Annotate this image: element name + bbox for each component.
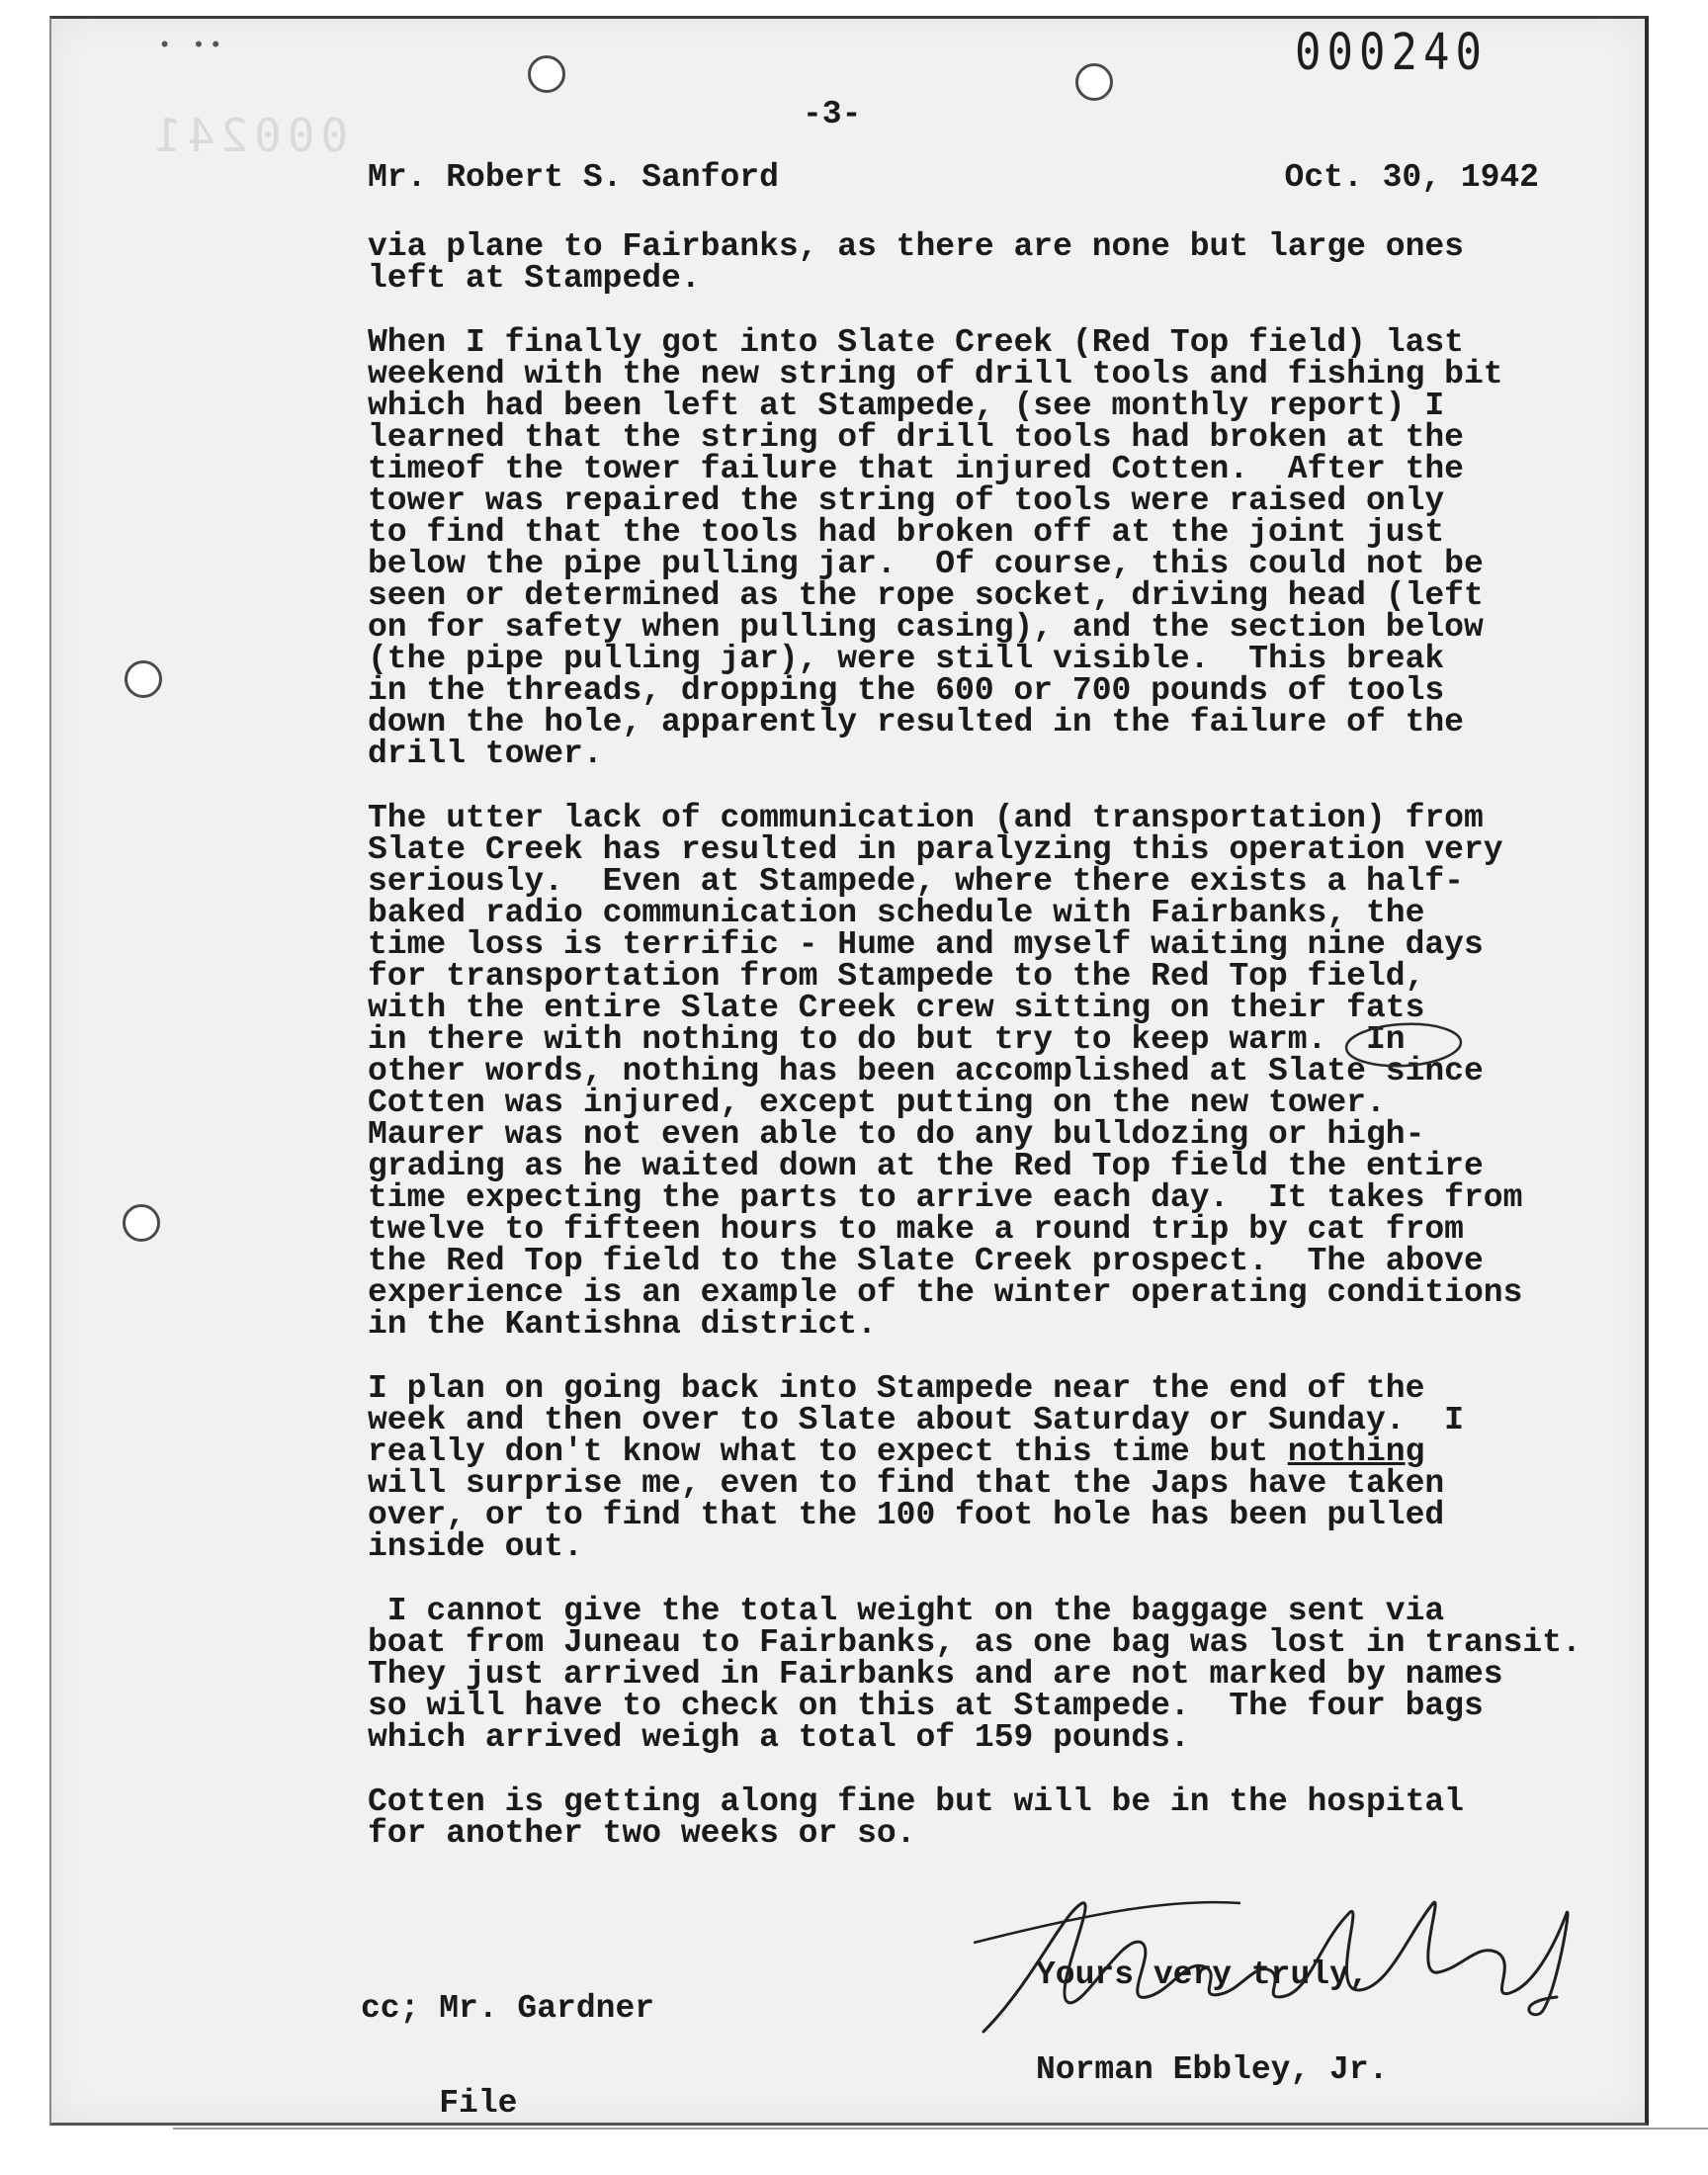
page-number: -3- [803,96,862,132]
text-line: for transportation from Stampede to the Red Top field, [368,958,1425,995]
text-line: They just arrived in Fairbanks and are not marked by names [368,1656,1503,1693]
text-line: over, or to find that the 100 foot hole has been pulled [368,1497,1445,1533]
text-line: seriously. Even at Stampede, where there exists a half- [368,863,1464,900]
body-paragraph [368,1593,1581,1756]
text-line: Cotten is getting along fine but will be in the hospital [368,1784,1464,1820]
text-line: learned that the string of drill tools had broken at the [368,419,1464,456]
text-line: I plan on going back into Stampede near the end of the [368,1370,1425,1407]
bleed-through-stamp: 000241 [148,109,349,162]
cc-line: File [361,2085,518,2122]
body-paragraph [368,324,1544,772]
text-line: (the pipe pulling jar), were still visible. This break [368,641,1445,677]
text-line: baked radio communication schedule with Fairbanks, the [368,895,1425,931]
handwritten-circle-mark [1342,1018,1465,1072]
text-line: tower was repaired the string of tools were raised only [368,482,1445,519]
text-line: time expecting the parts to arrive each day. It takes from [368,1179,1523,1216]
underlined-word: nothing [1287,1434,1425,1470]
punch-hole-left-upper [125,660,162,698]
text-line: grading as he waited down at the Red Top field the entire [368,1148,1484,1184]
text-line: timeof the tower failure that injured Cotten. After the [368,451,1464,487]
letter-heading [368,159,1539,196]
cc-list [361,1930,654,2151]
text-line: for another two weeks or so. [368,1815,916,1852]
letter-date: Oct. 30, 1942 [1284,159,1539,196]
text-line: inside out. [368,1528,583,1565]
punch-hole-top-right [1075,63,1113,101]
text-line: the Red Top field to the Slate Creek prospect. The above [368,1243,1484,1279]
text-line: really don't know what to expect this time but nothing [368,1434,1425,1470]
text-line: other words, nothing has been accomplished at Slate since [368,1053,1484,1089]
text-line: in the threads, dropping the 600 or 700 pounds of tools [368,672,1445,709]
text-line: time loss is terrific - Hume and myself waiting nine days [368,926,1484,963]
complimentary-close: Yours very truly, [1036,1957,1369,1993]
text-line: drill tower. [368,736,603,772]
recipient-name: Mr. Robert S. Sanford [368,159,779,196]
document-number-stamp: 000240 [1295,24,1488,82]
text-line: to find that the tools had broken off at the joint just [368,514,1445,551]
text-line: week and then over to Slate about Saturday or Sunday. I [368,1402,1464,1438]
text-line: left at Stampede. [368,260,701,297]
text-line: down the hole, apparently resulted in the failure of the [368,704,1464,740]
text-line: so will have to check on this at Stampede. The four bags [368,1688,1484,1724]
text-line: Cotten was injured, except putting on the new tower. [368,1085,1386,1121]
signer-name: Norman Ebbley, Jr. [1036,2051,1389,2088]
body-paragraph [368,1786,1544,1850]
handwritten-signature [974,1873,1586,2042]
punch-hole-left-lower [123,1204,160,1242]
text-line: Maurer was not even able to do any bulldozing or high- [368,1116,1425,1153]
corner-mark: • •• [158,34,226,58]
text-line: Slate Creek has resulted in paralyzing this operation very [368,831,1503,868]
text-line: experience is an example of the winter operating conditions [368,1274,1523,1311]
cc-line: cc; Mr. Gardner [361,1990,655,2027]
text-line: seen or determined as the rope socket, driving head (left [368,577,1484,614]
text-line: with the entire Slate Creek crew sitting on their fats [368,990,1425,1026]
text-line: When I finally got into Slate Creek (Red Top field) last [368,324,1464,361]
body-paragraph [368,1370,1544,1565]
text-line: will surprise me, even to find that the Japs have taken [368,1465,1445,1502]
text-line: below the pipe pulling jar. Of course, this could not be [368,546,1484,582]
text-line: boat from Juneau to Fairbanks, as one bag was lost in transit. [368,1624,1581,1661]
text-line: weekend with the new string of drill tools and fishing bit [368,356,1503,392]
body-paragraph [368,800,1544,1343]
text-line: in the Kantishna district. [368,1306,877,1343]
text-line: which arrived weigh a total of 159 pounds. [368,1719,1190,1756]
punch-hole-top-left [528,55,565,93]
body-paragraph [368,228,1544,297]
text-line: twelve to fifteen hours to make a round trip by cat from [368,1211,1464,1248]
text-line: on for safety when pulling casing), and the section below [368,609,1484,646]
text-line: The utter lack of communication (and transportation) from [368,800,1484,836]
text-line: in there with nothing to do but try to keep warm. In [368,1021,1406,1058]
text-line: via plane to Fairbanks, as there are none but large ones [368,228,1464,265]
text-line: I cannot give the total weight on the baggage sent via [368,1593,1445,1629]
text-line: which had been left at Stampede, (see monthly report) I [368,388,1445,424]
